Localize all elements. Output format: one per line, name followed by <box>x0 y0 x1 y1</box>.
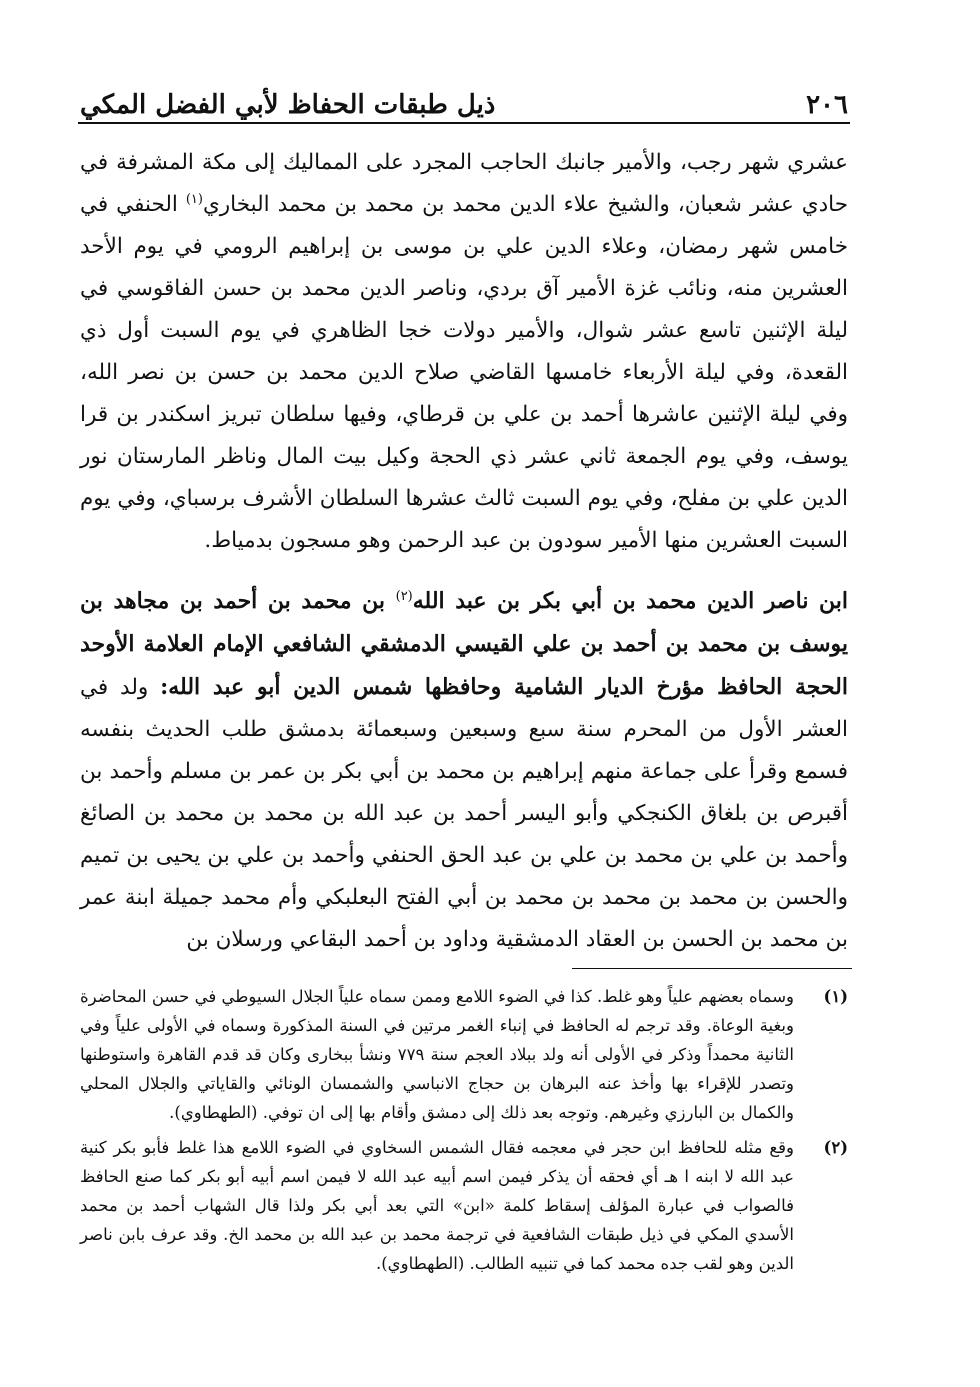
paragraph-biography <box>80 580 848 961</box>
footnote-2 <box>80 1133 848 1278</box>
footnote-ref-1: (١) <box>185 191 203 207</box>
footnote-ref-2: (٢) <box>395 588 413 604</box>
biography-heading-b: بن محمد بن أحمد بن مجاهد بن يوسف بن محمد بن أحمد بن علي القيسي الدمشقي الشافعي الإمام العلامة الأوحد الحجة الحافظ مؤرخ الديار الشامية وحافظها شمس الدين أبو عبد الله: <box>80 588 848 700</box>
paragraph-death-notices <box>80 142 848 562</box>
footnote-number: (١) <box>823 987 848 1006</box>
paragraph-1-text-b: الحنفي في خامس شهر رمضان، وعلاء الدين علي بن موسى بن إبراهيم الرومي في يوم الأحد العشرين منه، ونائب غزة الأمير آق بردي، وناصر الدين محمد بن حسن الفاقوسي في ليلة الإثنين تاسع عشر شوال، والأمير دولات خجا الظاهري في يوم السبت أول ذي القعدة، وفي ليلة الأربعاء خامسها القاضي صلاح الدين محمد بن حسن بن نصر الله، وفي ليلة الإثنين عاشرها أحمد بن علي بن قرطاي، وفيها سلطان تبريز اسكندر بن قرا يوسف، وفي يوم الجمعة ثاني عشر ذي الحجة وكيل بيت المال وناظر المارستان نور الدين علي بن مفلح، وفي يوم السبت ثالث عشرها السلطان الأشرف برسباي، وفي يوم السبت العشرين منها الأمير سودون بن عبد الرحمن وهو مسجون بدمياط. <box>80 192 848 553</box>
footnotes <box>80 982 848 1284</box>
paragraph-1-text-a: عشري شهر رجب، والأمير جانبك الحاجب المجرد على المماليك إلى مكة المشرفة في حادي عشر شعبان، والشيخ علاء الدين محمد بن محمد بن محمد البخاري <box>80 150 848 217</box>
running-title: ذيل طبقات الحفاظ لأبي الفضل المكي <box>80 90 496 120</box>
page-header <box>80 60 848 120</box>
biography-text: ولد في العشر الأول من المحرم سنة سبع وسبعين وسبعمائة بدمشق طلب الحديث بنفسه فسمع وقرأ على جماعة منهم إبراهيم بن محمد بن أبي بكر بن عمر بن مسلم وأحمد بن أقبرص بن بلغاق الكنجكي وأبو اليسر أحمد بن عبد الله بن محمد بن محمد بن الصائغ وأحمد بن علي بن محمد بن علي بن عبد الحق الحنفي وأحمد بن علي بن يحيى بن تميم والحسن بن محمد بن محمد بن محمد بن أبي الفتح البعلبكي وأم محمد جميلة ابنة عمر بن محمد بن الحسن بن العقاد الدمشقية وداود بن أحمد البقاعي ورسلان بن <box>80 675 848 952</box>
footnote-separator <box>572 968 852 969</box>
footnote-text: وسماه بعضهم علياً وهو غلط. كذا في الضوء اللامع وممن سماه علياً الجلال السيوطي في حسن المحاضرة وبغية الوعاة. وقد ترجم له الحافظ في إنباء الغمر مرتين في السنة المذكورة وسماه في الأولى علياً وفي الثانية محمداً وذكر في الأولى أنه ولد ببلاد العجم سنة ٧٧٩ ونشأ ببخارى وكان قد قدم القاهرة واستوطنها وتصدر للإقراء بها وأخذ عنه البرهان بن حجاج الانباسي والشمسان الونائي والقاياتي والجلال المحلي والكمال بن البارزي وغيرهم. وتوجه بعد ذلك إلى دمشق وأقام بها إلى ان توفي. (الطهطاوي). <box>80 987 794 1122</box>
page-number: ٢٠٦ <box>806 90 848 120</box>
footnote-1 <box>80 982 848 1127</box>
footnote-text: وقع مثله للحافظ ابن حجر في معجمه فقال الشمس السخاوي في الضوء اللامع هذا غلط فأبو بكر كنية عبد الله لا ابنه ا هـ أي فحقه أن يذكر فيمن اسم أبيه عبد الله لا فيمن اسم أبيه أبو بكر كما صنع الحافظ فالصواب في عبارة المؤلف إسقاط كلمة «ابن» التي بعد أبي بكر ولذا قال الشهاب أحمد بن محمد الأسدي المكي في ذيل طبقات الشافعية في ترجمة محمد بن عبد الله بن محمد الخ. وقد عرف بابن ناصر الدين وهو لقب جده محمد كما في تنبيه الطالب. (الطهطاوي). <box>80 1138 794 1273</box>
footnote-number: (٢) <box>823 1138 848 1157</box>
biography-heading-a: ابن ناصر الدين محمد بن أبي بكر بن عبد الله <box>412 588 848 614</box>
header-rule <box>78 122 850 124</box>
main-text <box>80 142 848 961</box>
